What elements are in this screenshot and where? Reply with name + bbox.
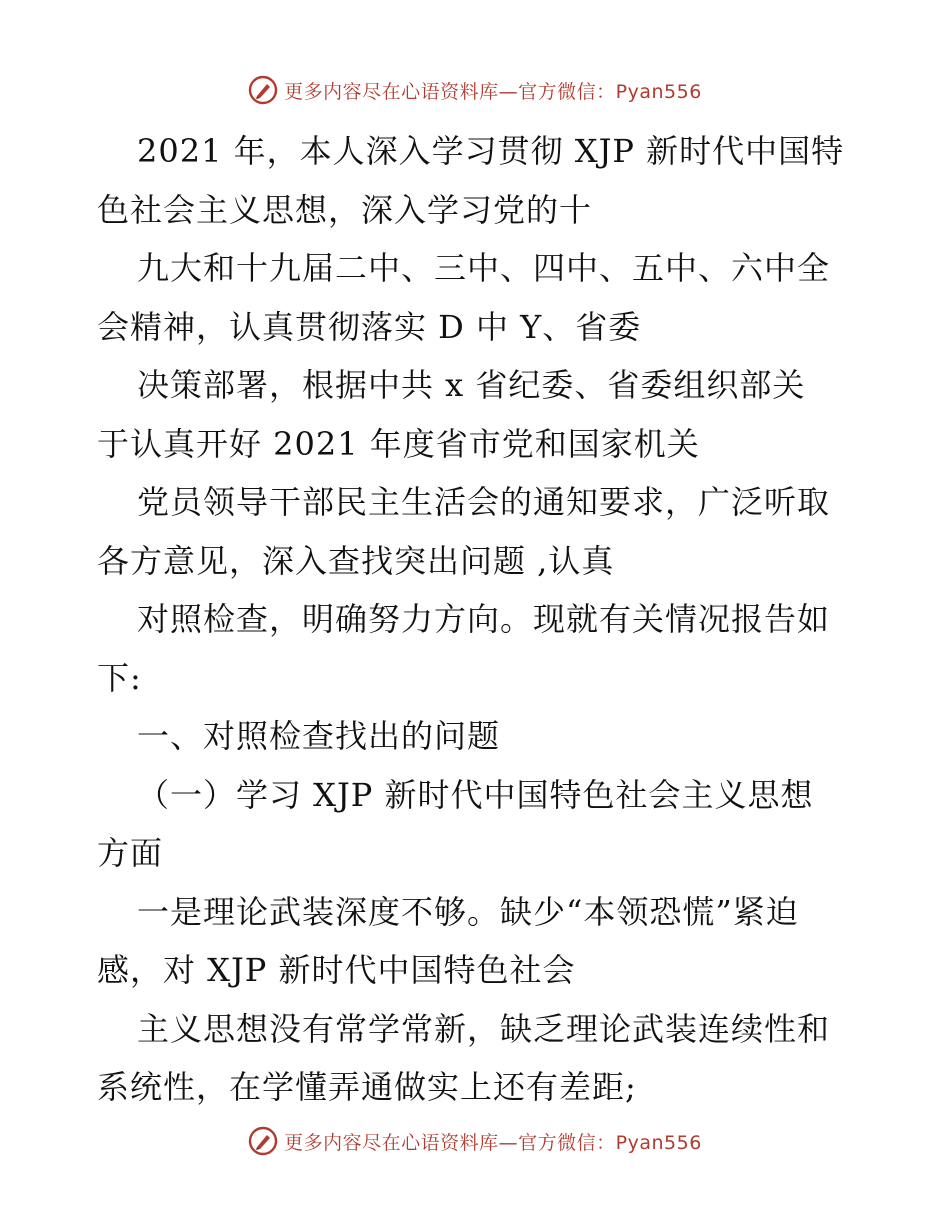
pen-logo-icon	[248, 75, 278, 105]
watermark-footer	[0, 1124, 950, 1158]
text-line: 感，对 XJP 新时代中国特色社会	[97, 951, 576, 989]
text-line: 系统性，在学懂弄通做实上还有差距;	[97, 1068, 637, 1106]
text-line: 会精神，认真贯彻落实 D 中 Y、省委	[97, 307, 642, 346]
text-line: 决策部署，根据中共 x 省纪委、省委组织部关	[137, 366, 806, 404]
watermark-header	[0, 73, 950, 107]
text-line: （一）学习 XJP 新时代中国特色社会主义思想	[137, 775, 814, 814]
text-line: 党员领导干部民主生活会的通知要求，广泛听取	[137, 483, 831, 521]
watermark-text: 更多内容尽在心语资料库—官方微信：Pyan556	[284, 1131, 702, 1154]
text-line: 2021 年，本人深入学习贯彻 XJP 新时代中国特	[137, 132, 845, 170]
text-line: 各方意见，深入查找突出问题 ,认真	[97, 541, 615, 580]
watermark-text: 更多内容尽在心语资料库—官方微信：Pyan556	[284, 80, 702, 103]
text-line: 九大和十九届二中、三中、四中、五中、六中全	[137, 249, 831, 287]
text-line: 一、对照检查找出的问题	[137, 717, 501, 755]
text-line: 方面	[97, 834, 164, 872]
text-line: 下:	[97, 658, 142, 697]
document-body	[97, 122, 857, 1117]
text-line: 于认真开好 2021 年度省市党和国家机关	[97, 424, 700, 463]
text-line: 色社会主义思想，深入学习党的十	[97, 190, 593, 229]
text-line: 主义思想没有常学常新，缺乏理论武装连续性和	[137, 1009, 831, 1048]
text-line: 对照检查，明确努力方向。现就有关情况报告如	[137, 600, 831, 638]
text-line: 一是理论武装深度不够。缺少“本领恐慌”紧迫	[137, 892, 799, 931]
pen-logo-icon	[248, 1126, 278, 1156]
